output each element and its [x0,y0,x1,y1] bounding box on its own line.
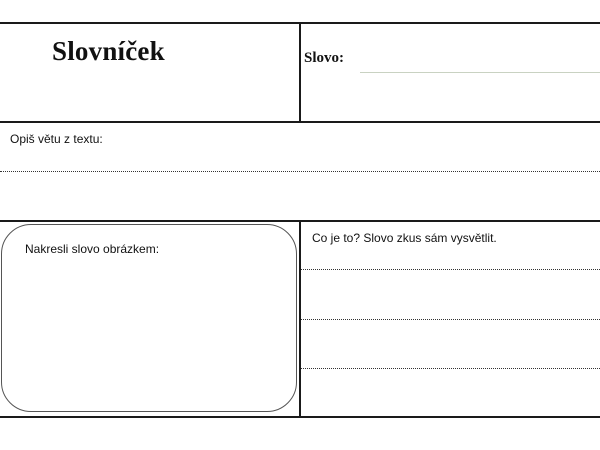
explanation-label: Co je to? Slovo zkus sám vysvětlit. [312,231,497,245]
copy-sentence-label: Opiš větu z textu: [10,132,103,146]
header-column-divider [299,22,301,122]
explanation-line-2[interactable] [301,319,600,320]
word-label: Slovo: [304,50,345,66]
explanation-line-1[interactable] [301,269,600,270]
copy-sentence-line[interactable] [0,171,600,172]
page-title: Slovníček [52,36,165,66]
drawing-label: Nakresli slovo obrázkem: [25,242,160,256]
word-write-line[interactable] [360,72,600,73]
explanation-line-3[interactable] [301,368,600,369]
